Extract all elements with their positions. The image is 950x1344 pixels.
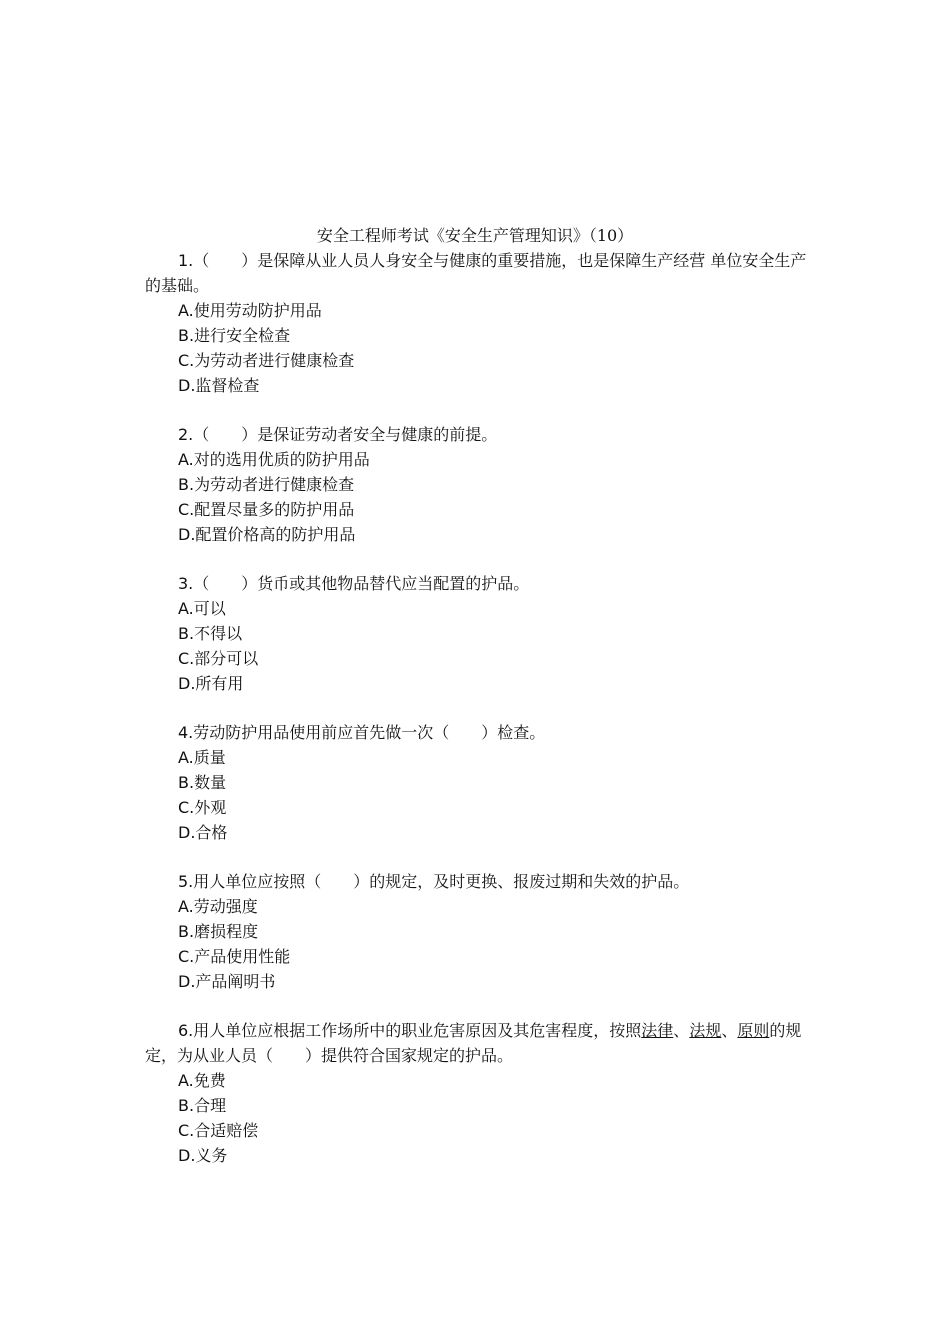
option-b: B.进行安全检查 xyxy=(178,326,291,345)
spacer xyxy=(145,398,815,422)
option-a: A.劳动强度 xyxy=(178,897,258,916)
option-d: D.所有用 xyxy=(178,674,244,693)
question-number: 5. xyxy=(178,872,194,891)
question-6: 6.用人单位应根据工作场所中的职业危害原因及其危害程度，按照法律、法规、原则的规定，为从业人员（ ）提供符合国家规定的护品。 xyxy=(145,1021,802,1065)
question-list xyxy=(145,248,815,1168)
question-number: 2. xyxy=(178,425,194,444)
question-number: 1. xyxy=(178,251,194,270)
question-text: 劳动防护用品使用前应首先做一次（ ）检查。 xyxy=(193,723,546,742)
option-a: A.使用劳动防护用品 xyxy=(178,301,322,320)
law-link[interactable]: 法律 xyxy=(641,1021,674,1040)
question-1 xyxy=(145,248,815,298)
standard-link[interactable]: 原则 xyxy=(737,1021,770,1040)
question-number: 3. xyxy=(178,574,194,593)
regulation-link[interactable]: 法规 xyxy=(689,1021,722,1040)
spacer xyxy=(145,696,815,720)
option-b: B.磨损程度 xyxy=(178,922,259,941)
option-c: C.外观 xyxy=(178,798,227,817)
option-a: A.质量 xyxy=(178,748,226,767)
spacer xyxy=(145,547,815,571)
question-4 xyxy=(145,720,815,745)
question-5 xyxy=(145,869,815,894)
option-b: B.合理 xyxy=(178,1096,227,1115)
option-a: A.免费 xyxy=(178,1071,226,1090)
question-text: 用人单位应按照（ ）的规定，及时更换、报废过期和失效的护品。 xyxy=(193,872,690,891)
document-title: 安全工程师考试《安全生产管理知识》（10） xyxy=(316,226,634,245)
question-text: （ ）是保证劳动者安全与健康的前提。 xyxy=(193,425,498,444)
question-text-continued: 的规定，为从业人员（ ）提供符合国家规定的护品。 xyxy=(145,1021,802,1065)
option-a: A.可以 xyxy=(178,599,226,618)
option-b: B.为劳动者进行健康检查 xyxy=(178,475,355,494)
option-d: D.产品阐明书 xyxy=(178,972,276,991)
option-b: B.不得以 xyxy=(178,624,243,643)
question-number: 6. xyxy=(178,1021,194,1040)
option-c: C.配置尽量多的防护用品 xyxy=(178,500,355,519)
option-c: C.产品使用性能 xyxy=(178,947,291,966)
spacer xyxy=(145,845,815,869)
spacer xyxy=(145,994,815,1018)
question-2 xyxy=(145,422,815,447)
question-text: （ ）货币或其他物品替代应当配置的护品。 xyxy=(193,574,530,593)
option-d: D.监督检查 xyxy=(178,376,260,395)
option-c: C.合适赔偿 xyxy=(178,1121,259,1140)
question-text: 用人单位应根据工作场所中的职业危害原因及其危害程度，按照 xyxy=(193,1021,642,1040)
option-a: A.对的选用优质的防护用品 xyxy=(178,450,370,469)
option-c: C.为劳动者进行健康检查 xyxy=(178,351,355,370)
option-d: D.义务 xyxy=(178,1146,228,1165)
question-number: 4. xyxy=(178,723,194,742)
option-c: C.部分可以 xyxy=(178,649,259,668)
option-d: D.配置价格高的防护用品 xyxy=(178,525,356,544)
question-text: （ ）是保障从业人员人身安全与健康的重要措施，也是保障生产经营 单位安全生产的基础。 xyxy=(145,251,807,295)
option-d: D.合格 xyxy=(178,823,228,842)
option-b: B.数量 xyxy=(178,773,227,792)
question-3 xyxy=(145,571,815,596)
